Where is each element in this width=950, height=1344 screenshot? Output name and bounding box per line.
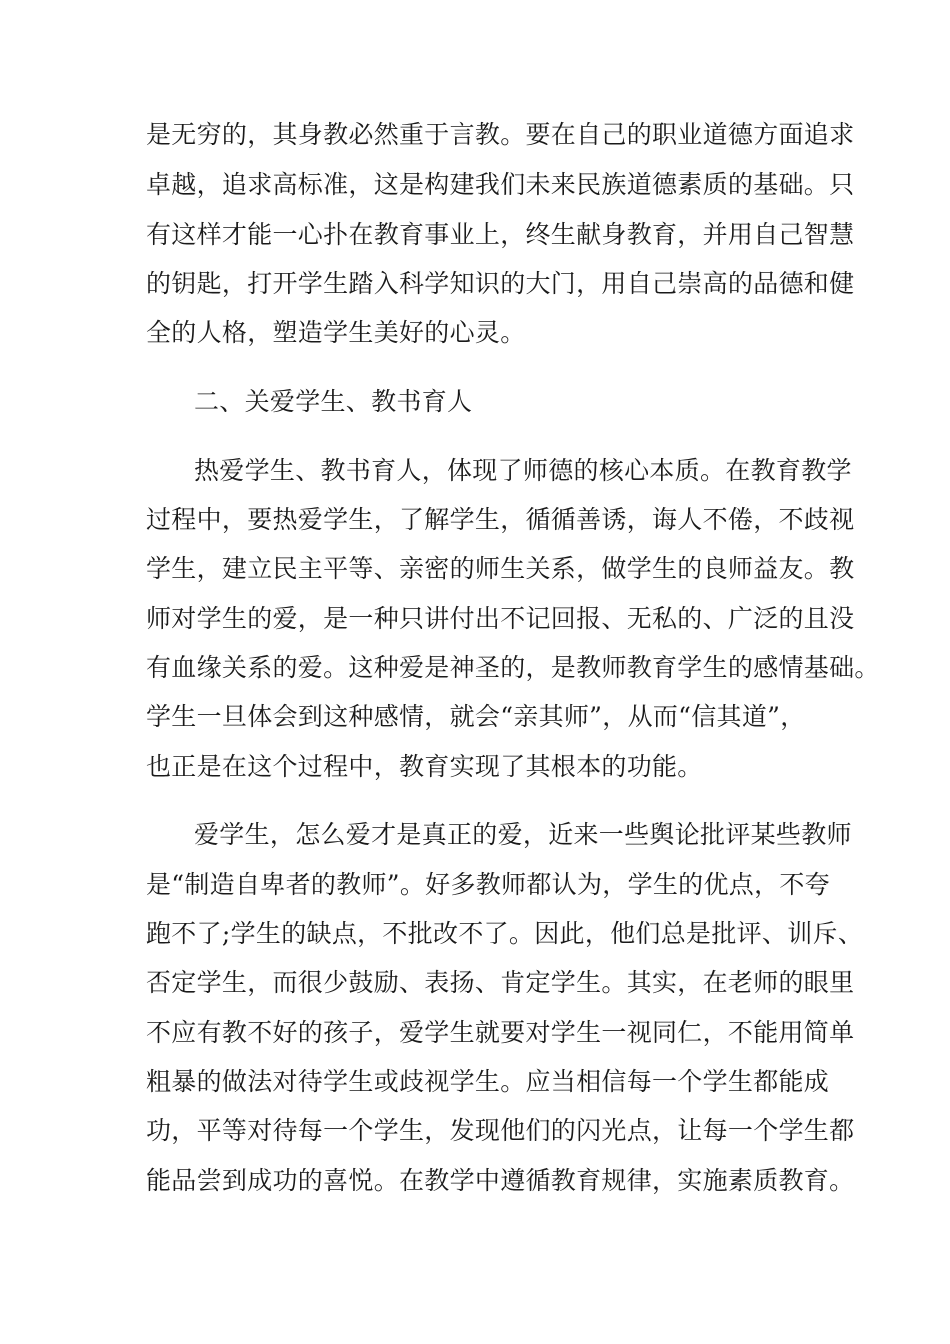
- text-line: 是无穷的，其身教必然重于言教。要在自己的职业道德方面追求: [146, 120, 855, 149]
- text-line: 不应有教不好的孩子，爱学生就要对学生一视同仁，不能用简单: [146, 1018, 855, 1047]
- text-line: 是“制造自卑者的教师”。好多教师都认为，学生的优点，不夸: [146, 870, 830, 899]
- text-line: 热爱学生、教书育人，体现了师德的核心本质。在教育教学: [194, 456, 852, 485]
- text-line: 师对学生的爱，是一种只讲付出不记回报、无私的、广泛的且没: [146, 604, 855, 633]
- text-line: 爱学生，怎么爱才是真正的爱，近来一些舆论批评某些教师: [194, 820, 852, 849]
- text-line: 学生一旦体会到这种感情，就会“亲其师”，从而“信其道”，: [146, 702, 806, 731]
- text-line: 的钥匙，打开学生踏入科学知识的大门，用自己崇高的品德和健: [146, 269, 855, 298]
- text-line: 跑不了;学生的缺点，不批改不了。因此，他们总是批评、训斥、: [146, 919, 864, 948]
- text-line: 有这样才能一心扑在教育事业上，终生献身教育，并用自己智慧: [146, 220, 855, 249]
- text-line: 卓越，追求高标准，这是构建我们未来民族道德素质的基础。只: [146, 170, 855, 199]
- text-line: 粗暴的做法对待学生或歧视学生。应当相信每一个学生都能成: [146, 1067, 830, 1096]
- text-line: 功，平等对待每一个学生，发现他们的闪光点，让每一个学生都: [146, 1116, 855, 1145]
- text-line: 否定学生，而很少鼓励、表扬、肯定学生。其实，在老师的眼里: [146, 968, 855, 997]
- section-heading: 二、关爱学生、教书育人: [194, 387, 473, 416]
- text-line: 过程中，要热爱学生，了解学生，循循善诱，诲人不倦，不歧视: [146, 505, 855, 534]
- text-line: 也正是在这个过程中，教育实现了其根本的功能。: [146, 752, 703, 781]
- text-line: 全的人格，塑造学生美好的心灵。: [146, 318, 526, 347]
- text-line: 有血缘关系的爱。这种爱是神圣的，是教师教育学生的感情基础。: [146, 653, 880, 682]
- text-line: 学生，建立民主平等、亲密的师生关系，做学生的良师益友。教: [146, 554, 855, 583]
- text-line: 能品尝到成功的喜悦。在教学中遵循教育规律，实施素质教育。: [146, 1166, 855, 1195]
